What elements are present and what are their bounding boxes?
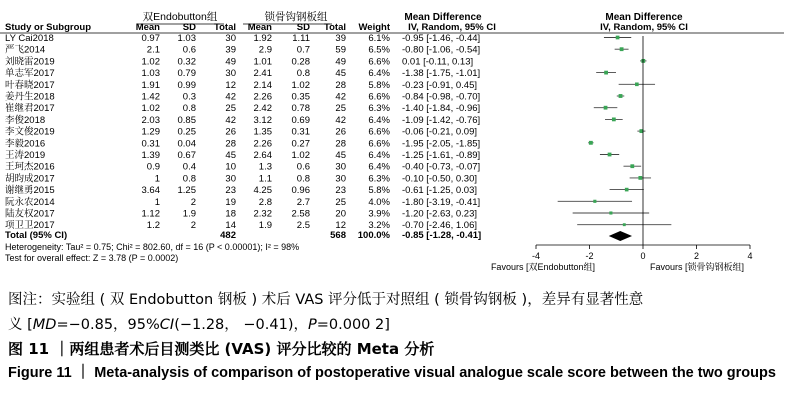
header-md-title: Mean Difference xyxy=(404,12,482,23)
row-sd1: 0.3 xyxy=(182,91,196,103)
row-m1: 1.02 xyxy=(141,103,160,115)
row-ci: -1.95 [-2.05, -1.85] xyxy=(402,138,481,150)
row-name: 胡昀成2017 xyxy=(5,173,55,185)
row-n1: 49 xyxy=(225,56,236,68)
row-n2: 20 xyxy=(335,208,346,220)
row-n2: 25 xyxy=(335,103,346,115)
row-m1: 1.42 xyxy=(141,91,160,103)
total-n2: 568 xyxy=(330,230,346,241)
row-m1: 0.9 xyxy=(146,161,160,173)
row-n1: 19 xyxy=(225,196,236,208)
total-label: Total (95% CI) xyxy=(5,230,68,241)
heterogeneity-text: Heterogeneity: Tau² = 0.75; Chi² = 802.60, df = 16 (P < 0.00001); I² = 98% xyxy=(5,242,300,252)
figure-note-line1: 图注：实验组 ( 双 Endobutton 钢板 ) 术后 VAS 评分低于对照组 ( 锁骨钩钢板 )，差异有显著性意 xyxy=(8,292,644,308)
point-estimate xyxy=(604,106,608,110)
row-n2: 59 xyxy=(335,44,346,56)
row-sd1: 0.6 xyxy=(182,44,196,56)
row-name: 李毅2016 xyxy=(5,138,46,150)
header-sd2: SD xyxy=(296,22,310,33)
favours-left-label: Favours [双Endobutton组] xyxy=(490,262,595,272)
row-sd2: 0.78 xyxy=(291,103,310,115)
point-estimate xyxy=(604,71,608,75)
row-n2: 42 xyxy=(335,114,346,126)
row-m1: 1.2 xyxy=(146,220,160,232)
row-sd1: 0.99 xyxy=(177,79,196,91)
row-sd1: 0.25 xyxy=(177,126,196,138)
row-w: 6.3% xyxy=(368,103,390,115)
x-tick-label: -4 xyxy=(531,251,541,261)
row-w: 6.4% xyxy=(368,68,390,80)
point-estimate xyxy=(625,188,629,192)
row-ci: -0.95 [-1.46, -0.44] xyxy=(402,33,481,44)
row-n1: 26 xyxy=(225,126,236,138)
row-ci: -1.38 [-1.75, -1.01] xyxy=(402,68,481,80)
row-sd2: 0.96 xyxy=(291,185,310,197)
row-sd2: 0.28 xyxy=(291,56,310,68)
header-total2: Total xyxy=(324,22,346,33)
row-n1: 25 xyxy=(225,103,236,115)
row-m1: 1.03 xyxy=(141,68,160,80)
row-name: 严飞2014 xyxy=(5,44,46,56)
row-n2: 28 xyxy=(335,79,346,91)
row-n2: 23 xyxy=(335,185,346,197)
point-estimate xyxy=(616,36,620,40)
header-mean2: Mean xyxy=(247,22,272,33)
row-ci: -1.25 [-1.61, -0.89] xyxy=(402,150,481,161)
header-md-method: IV, Random, 95% CI xyxy=(408,22,496,33)
row-n1: 39 xyxy=(225,44,236,56)
row-sd2: 1.11 xyxy=(292,33,310,44)
x-tick-label: 4 xyxy=(747,251,753,261)
row-sd2: 0.6 xyxy=(296,161,310,173)
row-w: 6.6% xyxy=(368,56,390,68)
row-m1: 1.91 xyxy=(141,79,160,91)
row-ci: -0.40 [-0.73, -0.07] xyxy=(402,161,481,173)
row-sd2: 0.31 xyxy=(291,126,310,138)
row-m2: 1.3 xyxy=(258,161,272,173)
row-n1: 28 xyxy=(225,138,236,150)
row-m2: 2.8 xyxy=(258,196,272,208)
row-ci: -0.61 [-1.25, 0.03] xyxy=(402,185,477,197)
header-weight: Weight xyxy=(358,22,390,33)
header-mean1: Mean xyxy=(135,22,160,33)
row-name: 王珂杰2016 xyxy=(5,161,55,173)
point-estimate xyxy=(619,94,623,98)
header-study: Study or Subgroup xyxy=(5,22,92,33)
row-m2: 2.26 xyxy=(253,91,272,103)
header-plot-title: Mean Difference xyxy=(605,12,683,23)
row-name: 阮永农2014 xyxy=(5,196,55,208)
row-m2: 1.1 xyxy=(258,173,272,185)
row-ci: -1.80 [-3.19, -0.41] xyxy=(402,196,481,208)
row-w: 3.2% xyxy=(368,220,390,232)
row-sd1: 1.03 xyxy=(177,33,196,44)
row-sd2: 0.8 xyxy=(296,173,310,185)
header-total1: Total xyxy=(214,22,236,33)
total-weight: 100.0% xyxy=(357,230,390,241)
total-ci: -0.85 [-1.28, -0.41] xyxy=(402,230,482,241)
row-w: 5.8% xyxy=(368,79,390,91)
row-m1: 0.31 xyxy=(141,138,160,150)
row-name: 叶春晓2017 xyxy=(5,79,55,91)
row-m1: 1.39 xyxy=(141,150,160,161)
point-estimate xyxy=(620,47,624,51)
row-sd1: 2 xyxy=(190,220,196,232)
x-tick-label: 2 xyxy=(693,251,700,261)
row-ci: -0.70 [-2.46, 1.06] xyxy=(402,220,477,232)
row-w: 4.0% xyxy=(368,196,390,208)
row-name: 王涛2019 xyxy=(5,150,46,161)
row-name: 崔继君2017 xyxy=(5,103,55,115)
point-estimate xyxy=(589,141,593,145)
row-sd2: 0.35 xyxy=(291,91,310,103)
row-m2: 2.9 xyxy=(258,44,272,56)
row-sd1: 0.8 xyxy=(182,173,196,185)
row-m2: 2.41 xyxy=(253,68,272,80)
row-n2: 26 xyxy=(335,126,346,138)
row-w: 6.4% xyxy=(368,150,390,161)
row-ci: -1.09 [-1.42, -0.76] xyxy=(402,114,481,126)
favours-right-label: Favours [锁骨钩钢板组] xyxy=(650,262,745,272)
row-name: 单志军2017 xyxy=(5,68,55,80)
point-estimate xyxy=(638,176,642,180)
row-name: 姜丹生2018 xyxy=(5,91,55,103)
row-m1: 1 xyxy=(154,173,160,185)
row-name: 刘晓雷2019 xyxy=(5,56,55,68)
row-m1: 1 xyxy=(154,196,160,208)
row-ci: -1.40 [-1.84, -0.96] xyxy=(402,103,481,115)
row-sd1: 2 xyxy=(190,196,196,208)
row-w: 6.4% xyxy=(368,114,390,126)
row-m2: 2.14 xyxy=(253,79,272,91)
row-w: 6.5% xyxy=(368,44,390,56)
row-sd2: 0.7 xyxy=(296,44,310,56)
row-sd1: 0.67 xyxy=(177,150,196,161)
row-name: 李文俊2019 xyxy=(5,126,55,138)
row-m2: 1.35 xyxy=(253,126,272,138)
row-sd1: 1.25 xyxy=(177,185,196,197)
pooled-diamond xyxy=(609,231,632,241)
row-n2: 45 xyxy=(335,150,346,161)
point-estimate xyxy=(623,223,626,226)
row-m1: 2.1 xyxy=(146,44,160,56)
row-m2: 1.92 xyxy=(253,33,272,44)
row-ci: -0.80 [-1.06, -0.54] xyxy=(402,44,481,56)
row-sd2: 2.58 xyxy=(291,208,310,220)
row-n2: 12 xyxy=(335,220,346,232)
row-sd2: 2.7 xyxy=(296,196,310,208)
row-sd1: 0.4 xyxy=(182,161,196,173)
row-m2: 2.42 xyxy=(253,103,272,115)
row-m2: 4.25 xyxy=(253,185,272,197)
row-n1: 10 xyxy=(225,161,236,173)
row-n1: 23 xyxy=(225,185,236,197)
row-ci: -0.10 [-0.50, 0.30] xyxy=(402,173,477,185)
row-m2: 1.9 xyxy=(258,220,272,232)
row-m2: 2.64 xyxy=(253,150,272,161)
overall-effect-text: Test for overall effect: Z = 3.78 (P = 0.0002) xyxy=(5,253,179,263)
row-ci: -0.23 [-0.91, 0.45] xyxy=(402,79,477,91)
point-estimate xyxy=(612,118,616,122)
header-group-exp: 双Endobutton组 xyxy=(142,11,218,23)
row-n2: 25 xyxy=(335,196,346,208)
point-estimate xyxy=(609,211,612,214)
row-name: LY Cai2018 xyxy=(5,33,54,44)
figure-title-cn: 图 11 ｜两组患者术后目测类比 (VAS) 评分比较的 Meta 分析 xyxy=(8,340,435,358)
header-sd1: SD xyxy=(182,22,196,33)
row-m2: 2.26 xyxy=(253,138,272,150)
total-n1: 482 xyxy=(220,230,236,241)
row-n1: 14 xyxy=(225,220,236,232)
row-sd2: 1.02 xyxy=(291,79,310,91)
row-ci: -0.06 [-0.21, 0.09] xyxy=(402,126,477,138)
row-n2: 30 xyxy=(335,161,346,173)
row-sd1: 1.9 xyxy=(182,208,196,220)
row-n2: 42 xyxy=(335,91,346,103)
row-n1: 42 xyxy=(225,114,236,126)
row-sd2: 1.02 xyxy=(291,150,310,161)
x-tick-label: 0 xyxy=(640,251,646,261)
row-w: 6.6% xyxy=(368,126,390,138)
row-ci: 0.01 [-0.11, 0.13] xyxy=(402,56,474,68)
row-name: 陆友权2017 xyxy=(5,208,55,220)
row-name: 项卫卫2017 xyxy=(5,220,55,232)
row-ci: -0.84 [-0.98, -0.70] xyxy=(402,91,481,103)
row-m1: 1.02 xyxy=(141,56,160,68)
row-n2: 30 xyxy=(335,173,346,185)
row-sd1: 0.79 xyxy=(177,68,196,80)
row-m1: 1.12 xyxy=(141,208,160,220)
row-name: 李俊2018 xyxy=(5,114,46,126)
row-n1: 12 xyxy=(225,79,236,91)
row-w: 6.1% xyxy=(368,33,390,44)
row-m1: 1.29 xyxy=(141,126,160,138)
row-n2: 28 xyxy=(335,138,346,150)
point-estimate xyxy=(593,200,596,203)
row-sd2: 2.5 xyxy=(296,220,310,232)
figure-title-en: Figure 11 ｜ Meta-analysis of comparison of postoperative visual analogue scale score between the two groups xyxy=(8,365,776,381)
row-n1: 45 xyxy=(225,150,236,161)
row-n2: 39 xyxy=(335,33,346,44)
row-ci: -1.20 [-2.63, 0.23] xyxy=(402,208,477,220)
row-w: 3.9% xyxy=(368,208,390,220)
row-m1: 0.97 xyxy=(141,33,160,44)
row-sd2: 0.27 xyxy=(291,138,310,150)
row-sd2: 0.69 xyxy=(291,114,310,126)
row-m2: 2.32 xyxy=(253,208,272,220)
row-n1: 30 xyxy=(225,33,236,44)
header-group-ctl: 锁骨钩钢板组 xyxy=(264,11,328,23)
row-m2: 3.12 xyxy=(253,114,272,126)
row-m1: 3.64 xyxy=(141,185,160,197)
row-name: 谢继勇2015 xyxy=(5,185,55,197)
row-m1: 2.03 xyxy=(141,114,160,126)
figure-note xyxy=(8,288,780,338)
row-m2: 1.01 xyxy=(253,56,272,68)
row-sd1: 0.04 xyxy=(177,138,196,150)
point-estimate xyxy=(608,153,612,157)
row-n1: 30 xyxy=(225,68,236,80)
row-w: 6.6% xyxy=(368,138,390,150)
row-w: 6.6% xyxy=(368,91,390,103)
point-estimate xyxy=(630,164,634,168)
figure-note-line2: 义 [MD=−0.85，95%CI(−1.28， −0.41)，P=0.000 2] xyxy=(8,317,390,333)
row-sd2: 0.8 xyxy=(296,68,310,80)
header-plot-method: IV, Random, 95% CI xyxy=(600,22,688,33)
row-w: 6.3% xyxy=(368,173,390,185)
point-estimate xyxy=(635,82,639,86)
row-n1: 18 xyxy=(225,208,236,220)
row-n2: 49 xyxy=(335,56,346,68)
row-sd1: 0.32 xyxy=(177,56,196,68)
row-n1: 42 xyxy=(225,91,236,103)
row-n2: 45 xyxy=(335,68,346,80)
row-n1: 30 xyxy=(225,173,236,185)
row-sd1: 0.8 xyxy=(182,103,196,115)
row-w: 5.8% xyxy=(368,185,390,197)
row-sd1: 0.85 xyxy=(177,114,196,126)
row-w: 6.4% xyxy=(368,161,390,173)
x-tick-label: -2 xyxy=(585,251,594,261)
